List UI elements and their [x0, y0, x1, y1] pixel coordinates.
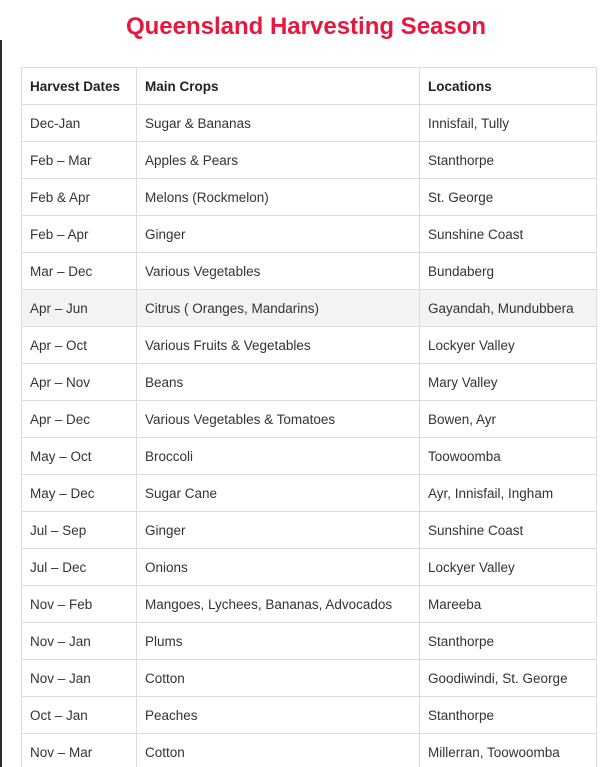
- harvest-dates-cell: Mar – Dec: [22, 253, 137, 290]
- harvest-dates-cell: Nov – Mar: [22, 734, 137, 767]
- harvest-dates-cell: May – Dec: [22, 475, 137, 512]
- table-row: [22, 660, 597, 697]
- main-crops-cell: Various Fruits & Vegetables: [137, 327, 420, 364]
- table-row: [22, 586, 597, 623]
- main-crops-cell: Plums: [137, 623, 420, 660]
- locations-cell: Bundaberg: [420, 253, 597, 290]
- table-row-highlighted: [22, 290, 597, 327]
- main-crops-cell: Sugar & Bananas: [137, 105, 420, 142]
- table-row: [22, 216, 597, 253]
- locations-cell: Stanthorpe: [420, 697, 597, 734]
- harvest-dates-cell: Jul – Sep: [22, 512, 137, 549]
- harvest-dates-cell: Feb & Apr: [22, 179, 137, 216]
- harvest-dates-cell: Feb – Apr: [22, 216, 137, 253]
- table-row: [22, 512, 597, 549]
- locations-cell: Ayr, Innisfail, Ingham: [420, 475, 597, 512]
- harvest-dates-cell: Dec-Jan: [22, 105, 137, 142]
- main-crops-cell: Ginger: [137, 512, 420, 549]
- table-row: [22, 697, 597, 734]
- main-crops-cell: Onions: [137, 549, 420, 586]
- locations-cell: Bowen, Ayr: [420, 401, 597, 438]
- header-locations: Locations: [420, 68, 597, 105]
- locations-cell: Innisfail, Tully: [420, 105, 597, 142]
- main-crops-cell: Sugar Cane: [137, 475, 420, 512]
- harvest-dates-cell: Apr – Nov: [22, 364, 137, 401]
- table-row: [22, 364, 597, 401]
- locations-cell: Gayandah, Mundubbera: [420, 290, 597, 327]
- harvest-dates-cell: Apr – Dec: [22, 401, 137, 438]
- main-crops-cell: Peaches: [137, 697, 420, 734]
- harvest-dates-cell: Jul – Dec: [22, 549, 137, 586]
- harvest-table: [21, 67, 597, 767]
- locations-cell: Mareeba: [420, 586, 597, 623]
- page-title: Queensland Harvesting Season: [125, 13, 487, 40]
- main-crops-cell: Various Vegetables & Tomatoes: [137, 401, 420, 438]
- main-crops-cell: Apples & Pears: [137, 142, 420, 179]
- harvest-dates-cell: Oct – Jan: [22, 697, 137, 734]
- main-crops-cell: Broccoli: [137, 438, 420, 475]
- harvest-dates-cell: Nov – Jan: [22, 660, 137, 697]
- locations-cell: Lockyer Valley: [420, 327, 597, 364]
- main-crops-cell: Cotton: [137, 734, 420, 767]
- locations-cell: Millerran, Toowoomba: [420, 734, 597, 767]
- main-crops-cell: Various Vegetables: [137, 253, 420, 290]
- left-border-rule: [0, 40, 2, 767]
- locations-cell: St. George: [420, 179, 597, 216]
- main-crops-cell: Citrus ( Oranges, Mandarins): [137, 290, 420, 327]
- table-row: [22, 105, 597, 142]
- table-row: [22, 438, 597, 475]
- harvest-dates-cell: Apr – Oct: [22, 327, 137, 364]
- locations-cell: Mary Valley: [420, 364, 597, 401]
- harvest-dates-cell: Apr – Jun: [22, 290, 137, 327]
- table-row: [22, 142, 597, 179]
- harvest-dates-cell: Feb – Mar: [22, 142, 137, 179]
- locations-cell: Stanthorpe: [420, 142, 597, 179]
- harvest-dates-cell: Nov – Jan: [22, 623, 137, 660]
- table-row: [22, 327, 597, 364]
- table-row: [22, 549, 597, 586]
- header-main-crops: Main Crops: [137, 68, 420, 105]
- main-crops-cell: Cotton: [137, 660, 420, 697]
- locations-cell: Lockyer Valley: [420, 549, 597, 586]
- main-crops-cell: Melons (Rockmelon): [137, 179, 420, 216]
- table-row: [22, 401, 597, 438]
- table-row: [22, 253, 597, 290]
- locations-cell: Sunshine Coast: [420, 216, 597, 253]
- table-header-row: [22, 68, 597, 105]
- locations-cell: Goodiwindi, St. George: [420, 660, 597, 697]
- harvest-dates-cell: May – Oct: [22, 438, 137, 475]
- table-row: [22, 734, 597, 767]
- table-row: [22, 623, 597, 660]
- table-row: [22, 179, 597, 216]
- locations-cell: Sunshine Coast: [420, 512, 597, 549]
- main-crops-cell: Beans: [137, 364, 420, 401]
- locations-cell: Toowoomba: [420, 438, 597, 475]
- main-crops-cell: Mangoes, Lychees, Bananas, Advocados: [137, 586, 420, 623]
- locations-cell: Stanthorpe: [420, 623, 597, 660]
- header-harvest-dates: Harvest Dates: [22, 68, 137, 105]
- main-crops-cell: Ginger: [137, 216, 420, 253]
- table-row: [22, 475, 597, 512]
- harvest-dates-cell: Nov – Feb: [22, 586, 137, 623]
